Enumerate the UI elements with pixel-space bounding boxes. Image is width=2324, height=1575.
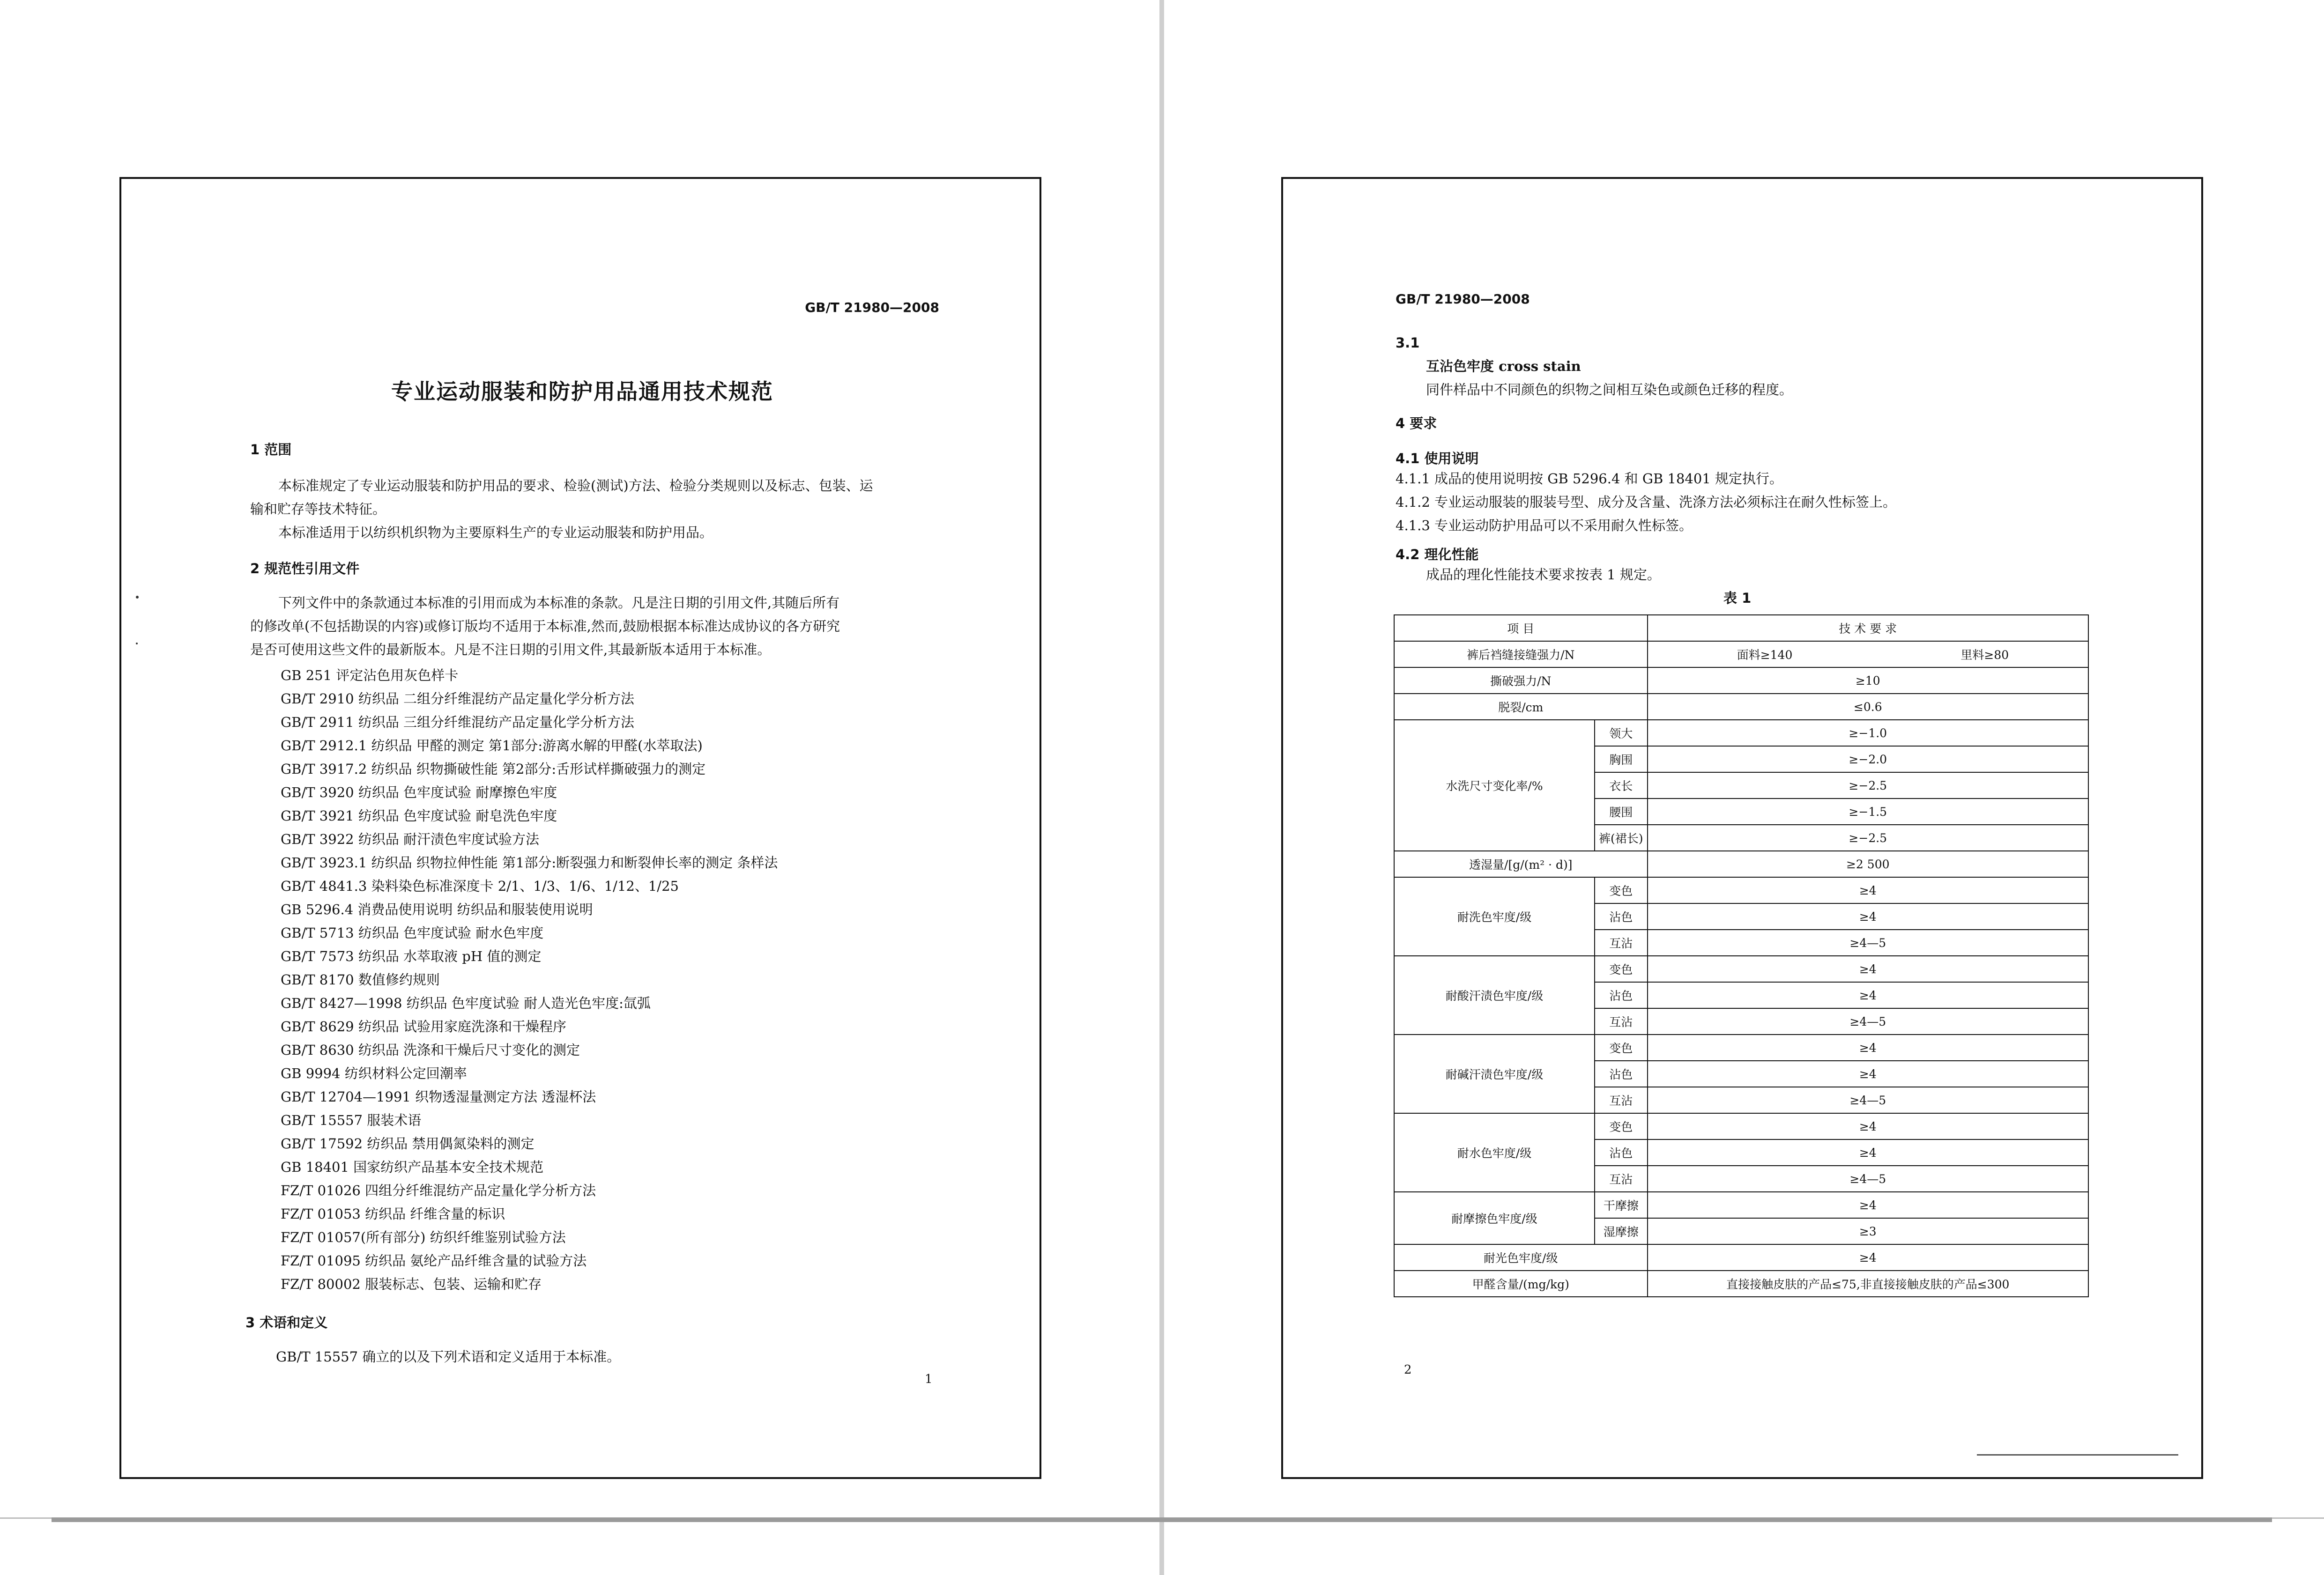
row-label: 耐碱汗渍色牢度/级 [1394,1035,1595,1113]
cell-value: ≥4 [1648,1061,2088,1087]
cell-value: ≥4 [1648,1244,2088,1271]
scan-artifact-line [1977,1454,2178,1456]
sub-label: 变色 [1595,956,1648,982]
section-2-para-a: 下列文件中的条款通过本标准的引用而成为本标准的条款。凡是注日期的引用文件,其随后所有 [278,595,840,611]
cell-value: ≥−1.0 [1648,720,2088,746]
header-requirement: 技 术 要 求 [1648,615,2088,641]
scan-speck [136,643,138,644]
sub-label: 沾色 [1595,1139,1648,1166]
cell-value: ≥10 [1648,667,2088,694]
reference-item: GB/T 3923.1 纺织品 织物拉伸性能 第1部分:断裂强力和断裂伸长率的测定 条样法 [281,855,778,871]
cell-value: 面料≥140 [1648,641,1882,667]
document-page-2 [1281,177,2203,1479]
section-1-para-2: 本标准适用于以纺织机织物为主要原料生产的专业运动服装和防护用品。 [278,525,713,540]
section-3-para: GB/T 15557 确立的以及下列术语和定义适用于本标准。 [276,1349,621,1365]
cell-value: ≥4 [1648,1192,2088,1218]
reference-item: GB/T 3917.2 纺织品 织物撕破性能 第2部分:舌形试样撕破强力的测定 [281,761,706,777]
reference-item: FZ/T 80002 服装标志、包装、运输和贮存 [281,1276,542,1292]
page-number: 2 [1404,1363,1412,1377]
document-page-1 [119,177,1041,1479]
row-label: 耐酸汗渍色牢度/级 [1394,956,1595,1035]
row-label: 裤后裆缝接缝强力/N [1394,641,1648,667]
sub-label: 变色 [1595,1113,1648,1139]
sub-label: 互沾 [1595,1087,1648,1113]
table-row [1394,1192,2088,1218]
document-title: 专业运动服装和防护用品通用技术规范 [391,379,773,404]
cell-value: ≥4 [1648,903,2088,930]
sub-label: 互沾 [1595,930,1648,956]
cell-value: ≥4—5 [1648,930,2088,956]
table-row [1394,1035,2088,1061]
cell-value: 直接接触皮肤的产品≤75,非直接接触皮肤的产品≤300 [1648,1271,2088,1297]
row-label: 耐水色牢度/级 [1394,1113,1595,1192]
row-label: 水洗尺寸变化率/% [1394,720,1595,851]
table-header-row [1394,615,2088,641]
table-row [1394,1244,2088,1271]
cell-value: 里料≥80 [1882,641,2088,667]
section-4-heading: 4 要求 [1396,415,1437,431]
cell-value: ≤0.6 [1648,694,2088,720]
section-1-para-1b: 输和贮存等技术特征。 [250,501,386,517]
clause-4-1: 4.1 使用说明 [1396,451,1479,466]
row-label: 脱裂/cm [1394,694,1648,720]
section-1-heading: 1 范围 [250,442,292,458]
term-entry: 互沾色牢度 cross stain [1426,358,1581,374]
reference-item: GB/T 2911 纺织品 三组分纤维混纺产品定量化学分析方法 [281,714,635,730]
reference-item: GB 18401 国家纺织产品基本安全技术规范 [281,1159,544,1175]
sub-label: 变色 [1595,877,1648,903]
reference-item: GB/T 2912.1 纺织品 甲醛的测定 第1部分:游离水解的甲醛(水萃取法) [281,738,703,754]
reference-item: GB 5296.4 消费品使用说明 纺织品和服装使用说明 [281,902,593,917]
reference-item: GB/T 3921 纺织品 色牢度试验 耐皂洗色牢度 [281,808,557,824]
cell-value: ≥4—5 [1648,1008,2088,1035]
table-row [1394,1271,2088,1297]
clause-4-1-1: 4.1.1 成品的使用说明按 GB 5296.4 和 GB 18401 规定执行。 [1396,471,1783,487]
row-label: 耐摩擦色牢度/级 [1394,1192,1595,1244]
standard-code: GB/T 21980—2008 [1396,291,1530,307]
cell-value: ≥−2.5 [1648,825,2088,851]
table-row [1394,956,2088,982]
term-definition: 同件样品中不同颜色的织物之间相互染色或颜色迁移的程度。 [1426,382,1793,398]
clause-4-2: 4.2 理化性能 [1396,547,1479,562]
sub-label: 衣长 [1595,772,1648,799]
sub-label: 变色 [1595,1035,1648,1061]
section-2-para-c: 是否可使用这些文件的最新版本。凡是不注日期的引用文件,其最新版本适用于本标准。 [250,642,771,658]
reference-item: GB/T 3922 纺织品 耐汗渍色牢度试验方法 [281,831,540,847]
reference-item: FZ/T 01053 纺织品 纤维含量的标识 [281,1206,505,1222]
cell-value: ≥4—5 [1648,1087,2088,1113]
section-3-heading: 3 术语和定义 [245,1315,328,1331]
reference-item: GB/T 8630 纺织品 洗涤和干燥后尺寸变化的测定 [281,1042,580,1058]
viewer-bottom-rule [0,1517,2324,1519]
sub-label: 裤(裙长) [1595,825,1648,851]
clause-3-1: 3.1 [1396,335,1420,351]
table-row [1394,641,2088,667]
sub-label: 互沾 [1595,1166,1648,1192]
cell-value: ≥2 500 [1648,851,2088,877]
sub-label: 干摩擦 [1595,1192,1648,1218]
clause-4-1-3: 4.1.3 专业运动防护用品可以不采用耐久性标签。 [1396,518,1693,533]
row-label: 透湿量/[g/(m² · d)] [1394,851,1648,877]
cell-value: ≥4 [1648,1113,2088,1139]
reference-list [281,664,778,1296]
cell-value: ≥4 [1648,1139,2088,1166]
table-row [1394,667,2088,694]
sub-label: 沾色 [1595,982,1648,1008]
sub-label: 沾色 [1595,903,1648,930]
reference-item: GB 251 评定沾色用灰色样卡 [281,667,459,683]
table-caption: 表 1 [1723,590,1752,606]
table-row [1394,851,2088,877]
reference-item: GB/T 7573 纺织品 水萃取液 pH 值的测定 [281,948,542,964]
cell-value: ≥−2.0 [1648,746,2088,772]
reference-item: GB/T 4841.3 染料染色标准深度卡 2/1、1/3、1/6、1/12、1/25 [281,878,679,894]
clause-4-1-2: 4.1.2 专业运动服装的服装号型、成分及含量、洗涤方法必须标注在耐久性标签上。 [1396,494,1897,510]
cell-value: ≥−2.5 [1648,772,2088,799]
sub-label: 湿摩擦 [1595,1218,1648,1244]
reference-item: GB/T 2910 纺织品 二组分纤维混纺产品定量化学分析方法 [281,691,635,707]
section-2-para-b: 的修改单(不包括勘误的内容)或修订版均不适用于本标准,然而,鼓励根据本标准达成协议的各方研究 [250,618,840,634]
cell-value: ≥4—5 [1648,1166,2088,1192]
requirements-table [1394,614,2089,1297]
sub-label: 腰围 [1595,799,1648,825]
reference-item: GB/T 17592 纺织品 禁用偶氮染料的测定 [281,1136,535,1152]
cell-value: ≥4 [1648,982,2088,1008]
reference-item: GB/T 5713 纺织品 色牢度试验 耐水色牢度 [281,925,544,941]
section-1-para-1a: 本标准规定了专业运动服装和防护用品的要求、检验(测试)方法、检验分类规则以及标志、包装、运 [278,478,873,494]
reference-item: FZ/T 01026 四组分纤维混纺产品定量化学分析方法 [281,1183,596,1198]
reference-item: GB/T 12704—1991 织物透湿量测定方法 透湿杯法 [281,1089,596,1105]
row-label: 耐光色牢度/级 [1394,1244,1648,1271]
reference-item: FZ/T 01095 纺织品 氨纶产品纤维含量的试验方法 [281,1253,587,1269]
sub-label: 胸围 [1595,746,1648,772]
clause-4-2-para: 成品的理化性能技术要求按表 1 规定。 [1426,567,1661,583]
header-item: 项 目 [1394,615,1648,641]
row-label: 甲醛含量/(mg/kg) [1394,1271,1648,1297]
table-row [1394,694,2088,720]
reference-item: GB 9994 纺织材料公定回潮率 [281,1065,467,1081]
reference-item: FZ/T 01057(所有部分) 纺织纤维鉴别试验方法 [281,1229,566,1245]
row-label: 撕破强力/N [1394,667,1648,694]
reference-item: GB/T 8427—1998 纺织品 色牢度试验 耐人造光色牢度:氙弧 [281,995,651,1011]
reference-item: GB/T 8629 纺织品 试验用家庭洗涤和干燥程序 [281,1019,567,1035]
cell-value: ≥4 [1648,877,2088,903]
table-row [1394,1113,2088,1139]
reference-item: GB/T 15557 服装术语 [281,1112,422,1128]
cell-value: ≥3 [1648,1218,2088,1244]
cell-value: ≥4 [1648,956,2088,982]
page-divider [1159,0,1164,1575]
sub-label: 互沾 [1595,1008,1648,1035]
table-row [1394,720,2088,746]
row-label: 耐洗色牢度/级 [1394,877,1595,956]
page-number: 1 [925,1372,933,1386]
section-2-heading: 2 规范性引用文件 [250,561,360,577]
reference-item: GB/T 3920 纺织品 色牢度试验 耐摩擦色牢度 [281,784,557,800]
sub-label: 领大 [1595,720,1648,746]
reference-item: GB/T 8170 数值修约规则 [281,972,440,988]
cell-value: ≥4 [1648,1035,2088,1061]
standard-code: GB/T 21980—2008 [805,300,939,315]
cell-value: ≥−1.5 [1648,799,2088,825]
table-row [1394,877,2088,903]
scan-speck [136,596,139,599]
sub-label: 沾色 [1595,1061,1648,1087]
